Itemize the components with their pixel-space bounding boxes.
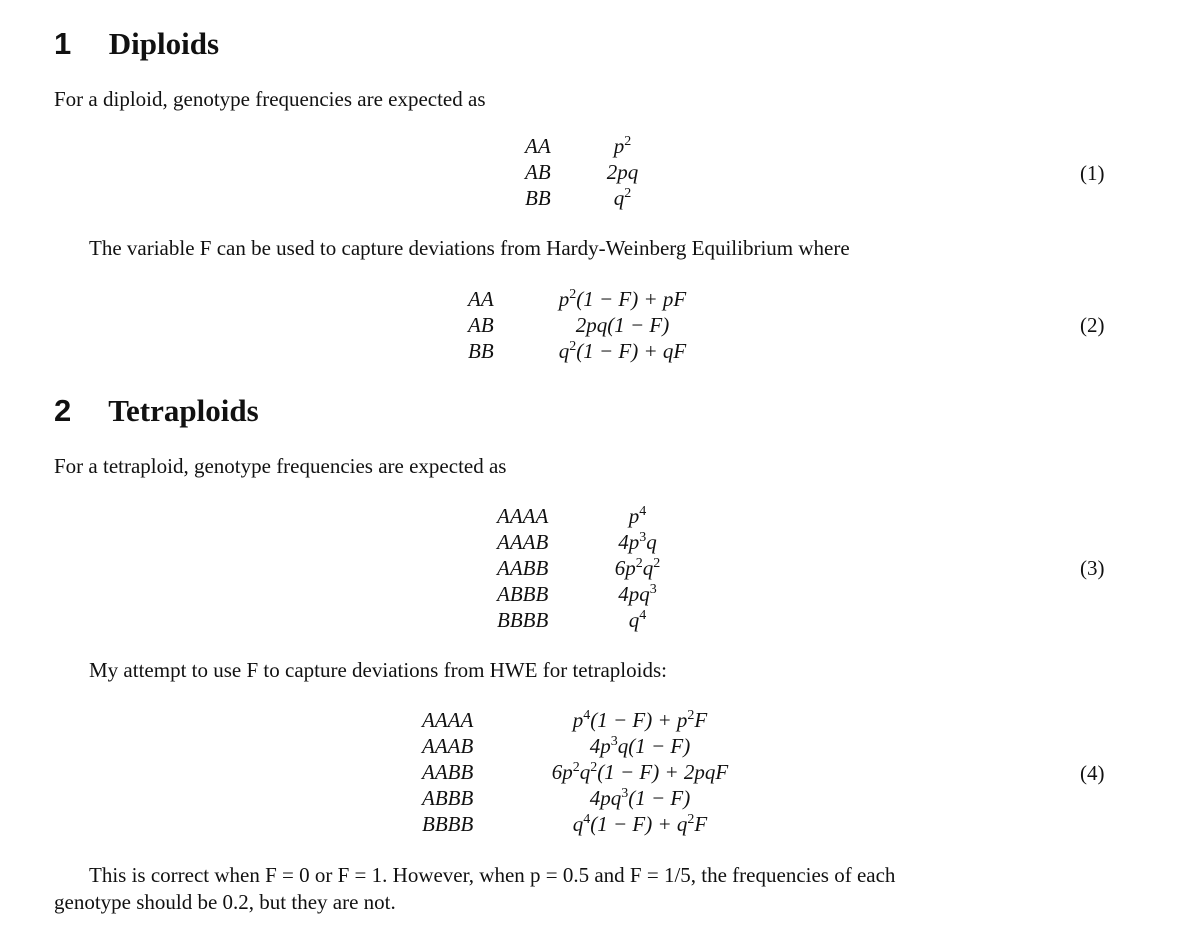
exponent: 4 — [583, 812, 591, 827]
expression-term: (1 − F) + 2pqF — [597, 760, 729, 784]
section-2-title: Tetraploids — [108, 393, 259, 428]
frequency-expression — [560, 133, 685, 159]
genotype-label: AAAB — [422, 734, 474, 758]
expression-term: q — [628, 608, 640, 632]
expression-term: q(1 − F) — [617, 734, 691, 758]
closing-line-2: genotype should be 0.2, but they are not. — [54, 890, 396, 914]
equation-1-number: (1) — [1080, 161, 1105, 185]
equation-1-frequencies — [560, 133, 685, 211]
exponent: 2 — [635, 556, 643, 571]
frequency-expression — [520, 785, 760, 811]
expression-term: (1 − F) + p — [590, 708, 688, 732]
equation-2-frequencies — [520, 286, 725, 364]
equation-3-frequencies — [585, 503, 690, 633]
expression-term: q — [642, 556, 654, 580]
frequency-expression — [585, 529, 690, 555]
exponent: 2 — [687, 708, 695, 723]
equation-4-genotypes — [422, 707, 473, 837]
equation-3-number: (3) — [1080, 556, 1105, 580]
genotype-label: AB — [525, 160, 551, 184]
frequency-expression — [585, 555, 690, 581]
expression-term: 6p — [551, 760, 573, 784]
genotype-label: BB — [525, 186, 551, 210]
genotype-label: AB — [468, 313, 494, 337]
expression-term: 4p — [618, 530, 640, 554]
frequency-expression — [520, 733, 760, 759]
frequency-expression — [520, 707, 760, 733]
equation-4-number: (4) — [1080, 761, 1105, 785]
exponent: 3 — [621, 786, 629, 801]
section-2-between-text: My attempt to use F to capture deviations from HWE for tetraploids: — [89, 658, 667, 682]
section-2-number: 2 — [54, 393, 72, 428]
genotype-label: ABBB — [422, 786, 474, 810]
equation-2-number: (2) — [1080, 313, 1105, 337]
frequency-expression — [520, 338, 725, 364]
exponent: 3 — [649, 582, 657, 597]
frequency-expression — [560, 185, 685, 211]
genotype-label: AABB — [497, 556, 549, 580]
equation-3-genotypes — [497, 503, 548, 633]
exponent: 3 — [639, 530, 647, 545]
section-1-number: 1 — [54, 26, 72, 61]
exponent: 2 — [569, 339, 577, 354]
exponent: 2 — [624, 186, 632, 201]
genotype-label: AABB — [422, 760, 474, 784]
expression-term: q — [646, 530, 657, 554]
expression-term: q — [579, 760, 591, 784]
section-1-between-text: The variable F can be used to capture deviations from Hardy-Weinberg Equilibrium where — [89, 236, 850, 260]
exponent: 4 — [639, 504, 647, 519]
genotype-label: AA — [525, 134, 551, 158]
expression-term: p — [572, 708, 584, 732]
expression-term: q — [558, 339, 570, 363]
exponent: 4 — [583, 708, 591, 723]
frequency-expression — [585, 581, 690, 607]
frequency-expression — [520, 312, 725, 338]
section-2-intro: For a tetraploid, genotype frequencies are expected as — [54, 454, 507, 478]
exponent: 2 — [624, 134, 632, 149]
genotype-label: BBBB — [497, 608, 549, 632]
expression-term: 2pq(1 − F) — [575, 313, 670, 337]
section-2-heading — [54, 393, 259, 429]
expression-term: F — [694, 812, 708, 836]
expression-term: 6p — [614, 556, 636, 580]
exponent: 3 — [610, 734, 618, 749]
frequency-expression — [520, 759, 760, 785]
section-1-title: Diploids — [108, 26, 220, 61]
closing-line-1: This is correct when F = 0 or F = 1. However, when p = 0.5 and F = 1/5, the frequencies of each — [89, 863, 896, 887]
frequency-expression — [520, 286, 725, 312]
equation-2-genotypes — [468, 286, 494, 364]
exponent: 2 — [687, 812, 695, 827]
expression-term: 4p — [589, 734, 611, 758]
section-1-intro: For a diploid, genotype frequencies are expected as — [54, 87, 486, 111]
exponent: 4 — [639, 608, 647, 623]
expression-term: (1 − F) + pF — [576, 287, 687, 311]
genotype-label: AAAB — [497, 530, 549, 554]
exponent: 2 — [569, 287, 577, 302]
exponent: 2 — [653, 556, 661, 571]
expression-term: q — [572, 812, 584, 836]
genotype-label: ABBB — [497, 582, 549, 606]
expression-term: (1 − F) + qF — [576, 339, 687, 363]
expression-term: q — [613, 186, 625, 210]
expression-term: (1 − F) + q — [590, 812, 688, 836]
frequency-expression — [585, 503, 690, 529]
exponent: 2 — [590, 760, 598, 775]
expression-term: p — [628, 504, 640, 528]
genotype-label: AAAA — [497, 504, 549, 528]
expression-term: F — [694, 708, 708, 732]
genotype-label: AAAA — [422, 708, 474, 732]
equation-4-frequencies — [520, 707, 760, 837]
expression-term: 4pq — [589, 786, 622, 810]
expression-term: 2pq — [606, 160, 639, 184]
equation-1-genotypes — [525, 133, 551, 211]
expression-term: (1 − F) — [628, 786, 691, 810]
expression-term: 4pq — [618, 582, 650, 606]
exponent: 2 — [572, 760, 580, 775]
frequency-expression — [520, 811, 760, 837]
genotype-label: BBBB — [422, 812, 474, 836]
frequency-expression — [560, 159, 685, 185]
genotype-label: AA — [468, 287, 494, 311]
frequency-expression — [585, 607, 690, 633]
expression-term: p — [613, 134, 625, 158]
expression-term: p — [558, 287, 570, 311]
section-1-heading — [54, 26, 219, 62]
genotype-label: BB — [468, 339, 494, 363]
